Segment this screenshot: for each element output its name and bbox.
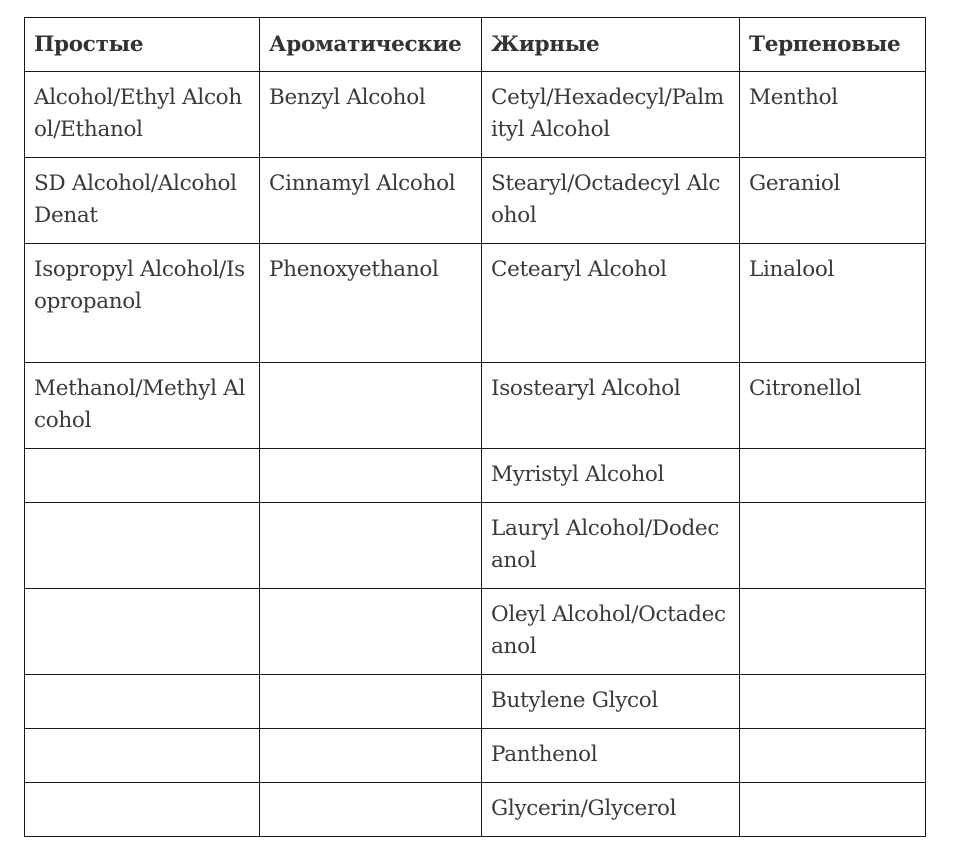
table-cell: Lauryl Alcohol/Dodecanol	[482, 503, 740, 589]
table-cell: Methanol/Methyl Alcohol	[25, 363, 260, 449]
table-row	[25, 589, 926, 675]
table-cell: Phenoxyethanol	[260, 244, 482, 363]
table-cell	[260, 589, 482, 675]
table-cell: Citronellol	[740, 363, 926, 449]
table-cell	[740, 503, 926, 589]
table-body	[25, 72, 926, 837]
header-row	[25, 18, 926, 72]
table-cell	[740, 449, 926, 503]
table-cell	[260, 675, 482, 729]
table-cell	[25, 503, 260, 589]
header-aromatic: Ароматические	[260, 18, 482, 72]
alcohol-types-table	[24, 17, 926, 837]
table-cell: Benzyl Alcohol	[260, 72, 482, 158]
table-cell: Isostearyl Alcohol	[482, 363, 740, 449]
table-cell: Glycerin/Glycerol	[482, 783, 740, 837]
table-row	[25, 675, 926, 729]
table-cell	[260, 449, 482, 503]
table-cell: Isopropyl Alcohol/Isopropanol	[25, 244, 260, 363]
table-cell: Cinnamyl Alcohol	[260, 158, 482, 244]
table-cell: Panthenol	[482, 729, 740, 783]
table-row	[25, 783, 926, 837]
table-cell	[260, 363, 482, 449]
table-cell: Butylene Glycol	[482, 675, 740, 729]
table-cell	[25, 783, 260, 837]
table-cell	[740, 729, 926, 783]
table-cell	[740, 783, 926, 837]
table-cell: Myristyl Alcohol	[482, 449, 740, 503]
table-cell: SD Alcohol/Alcohol Denat	[25, 158, 260, 244]
header-simple: Простые	[25, 18, 260, 72]
table-cell: Cetearyl Alcohol	[482, 244, 740, 363]
table-cell	[25, 675, 260, 729]
table-cell	[260, 729, 482, 783]
table-cell: Cetyl/Hexadecyl/Palmityl Alcohol	[482, 72, 740, 158]
table-cell: Oleyl Alcohol/Octadecanol	[482, 589, 740, 675]
header-fatty: Жирные	[482, 18, 740, 72]
table-cell	[260, 783, 482, 837]
table-cell: Alcohol/Ethyl Alcohol/Ethanol	[25, 72, 260, 158]
table-row	[25, 449, 926, 503]
table-row	[25, 158, 926, 244]
table-cell: Linalool	[740, 244, 926, 363]
table-row	[25, 503, 926, 589]
header-terpene: Терпеновые	[740, 18, 926, 72]
table-cell	[25, 589, 260, 675]
table-cell	[25, 729, 260, 783]
table-header	[25, 18, 926, 72]
table-row	[25, 363, 926, 449]
table-cell	[260, 503, 482, 589]
table-cell: Geraniol	[740, 158, 926, 244]
table-cell: Stearyl/Octadecyl Alcohol	[482, 158, 740, 244]
table-cell	[25, 449, 260, 503]
table-row	[25, 72, 926, 158]
table-cell: Menthol	[740, 72, 926, 158]
table-row	[25, 244, 926, 363]
table-cell	[740, 675, 926, 729]
table-row	[25, 729, 926, 783]
table-cell	[740, 589, 926, 675]
